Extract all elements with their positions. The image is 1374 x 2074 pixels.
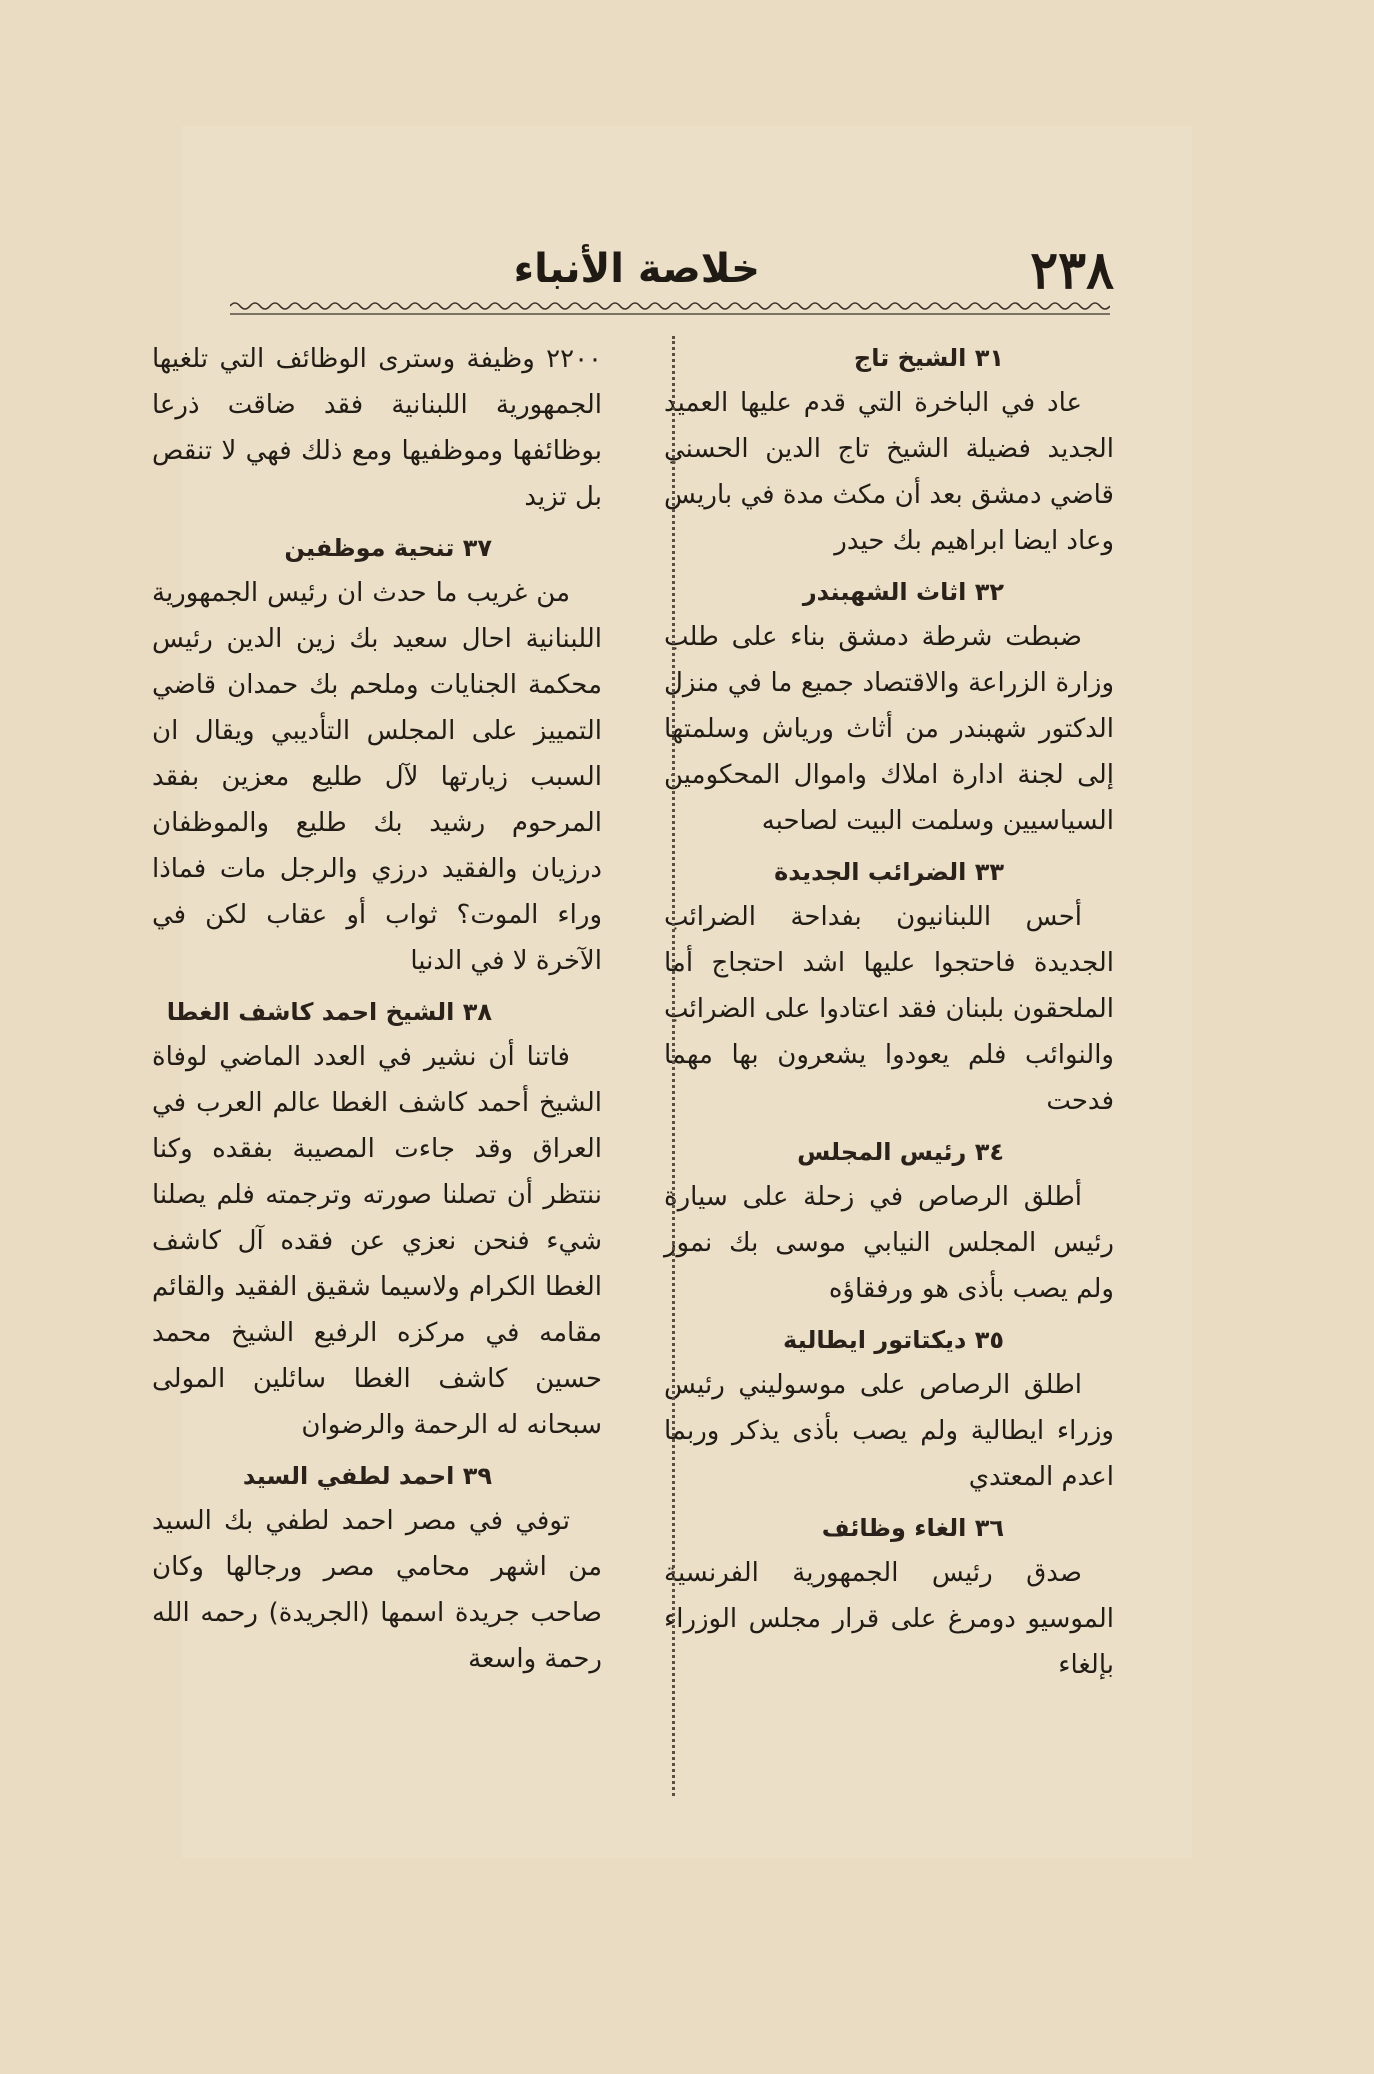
item-text: عاد في الباخرة التي قدم عليها العميد الجديد فضيلة الشيخ تاج الدين الحسني قاضي دمشق بعد أن مكث مدة في باريس وعاد ايضا ابراهيم بك حيدر (664, 388, 1114, 556)
item-heading: ٣٣ الضرائب الجديدة (774, 858, 1004, 886)
news-item (152, 990, 602, 1448)
news-item (664, 1318, 1114, 1500)
item-text: فاتنا أن نشير في العدد الماضي لوفاة الشيخ أحمد كاشف الغطا عالم العرب في العراق وقد جاءت المصيبة بفقده وكنا ننتظر أن تصلنا صورته وترجمته فلم يصلنا شيء فنحن نعزي عن فقده آل كاشف الغطا الكرام ولاسيما شقيق الفقيد والقائم مقامه في مركزه الرفيع الشيخ محمد حسين كاشف الغطا سائلين المولى سبحانه له الرحمة والرضوان (152, 1042, 602, 1440)
news-item (664, 1130, 1114, 1312)
news-item (152, 526, 602, 984)
header-ornament-rule (230, 298, 1110, 320)
item-text: أحس اللبنانيون بفداحة الضرائب الجديدة فاحتجوا عليها اشد احتجاج أما الملحقون بلبنان فقد اعتادوا على الضرائب والنوائب فلم يعودوا يشعرون بها مهما فدحت (664, 902, 1114, 1116)
news-item (664, 336, 1114, 564)
page-number: ٢٣٨ (1030, 240, 1114, 301)
item-heading: ٣٤ رئيس المجلس (797, 1138, 1004, 1166)
news-item (664, 570, 1114, 844)
left-column (152, 336, 602, 1688)
right-column (664, 336, 1114, 1694)
item-heading: ٣٨ الشيخ احمد كاشف الغطا (166, 998, 492, 1026)
item-heading: ٣٦ الغاء وظائف (821, 1514, 1004, 1542)
item-text: من غريب ما حدث ان رئيس الجمهورية اللبنانية احال سعيد بك زين الدين رئيس محكمة الجنايات وملحم بك حمدان قاضي التمييز على المجلس التأديبي ويقال ان السبب زيارتها لآل طليع معزين بفقد المرحوم رشيد بك طليع والموظفان درزيان والفقيد درزي والرجل مات فماذا وراء الموت؟ ثواب أو عقاب لكن في الآخرة لا في الدنيا (152, 578, 602, 976)
item-text: ٢٢٠٠ وظيفة وسترى الوظائف التي تلغيها الجمهورية اللبنانية فقد ضاقت ذرعا بوظائفها وموظفيها ومع ذلك فهي لا تنقص بل تزيد (152, 344, 602, 512)
item-text: توفي في مصر احمد لطفي بك السيد من اشهر محامي مصر ورجالها وكان صاحب جريدة اسمها (الجريدة) رحمه الله رحمة واسعة (152, 1506, 602, 1674)
news-item-continued (152, 336, 602, 520)
page-content (152, 126, 1192, 1858)
item-text: ضبطت شرطة دمشق بناء على طلب وزارة الزراعة والاقتصاد جميع ما في منزل الدكتور شهبندر من أثاث ورياش وسلمتها إلى لجنة ادارة املاك واموال المحكومين السياسيين وسلمت البيت لصاحبه (664, 622, 1114, 836)
item-heading: ٣١ الشيخ تاج (853, 344, 1004, 372)
item-heading: ٣٥ ديكتاتور ايطالية (783, 1326, 1004, 1354)
news-item (152, 1454, 602, 1682)
item-text: اطلق الرصاص على موسوليني رئيس وزراء ايطالية ولم يصب بأذى يذكر وربما اعدم المعتدي (664, 1370, 1114, 1492)
news-item (664, 850, 1114, 1124)
item-heading: ٣٢ اثاث الشهبندر (802, 578, 1004, 606)
scanned-page (152, 126, 1192, 1858)
running-title: خلاصة الأنباء (513, 246, 760, 292)
news-item (664, 1506, 1114, 1688)
column-divider (672, 336, 675, 1796)
item-heading: ٣٩ احمد لطفي السيد (242, 1462, 492, 1490)
item-text: أطلق الرصاص في زحلة على سيارة رئيس المجلس النيابي موسى بك نمور ولم يصب بأذى هو ورفقاؤه (664, 1182, 1114, 1304)
item-text: صدق رئيس الجمهورية الفرنسية الموسيو دومرغ على قرار مجلس الوزراء بإلغاء (664, 1558, 1114, 1680)
item-heading: ٣٧ تنحية موظفين (284, 534, 492, 562)
page-header (182, 226, 1192, 306)
